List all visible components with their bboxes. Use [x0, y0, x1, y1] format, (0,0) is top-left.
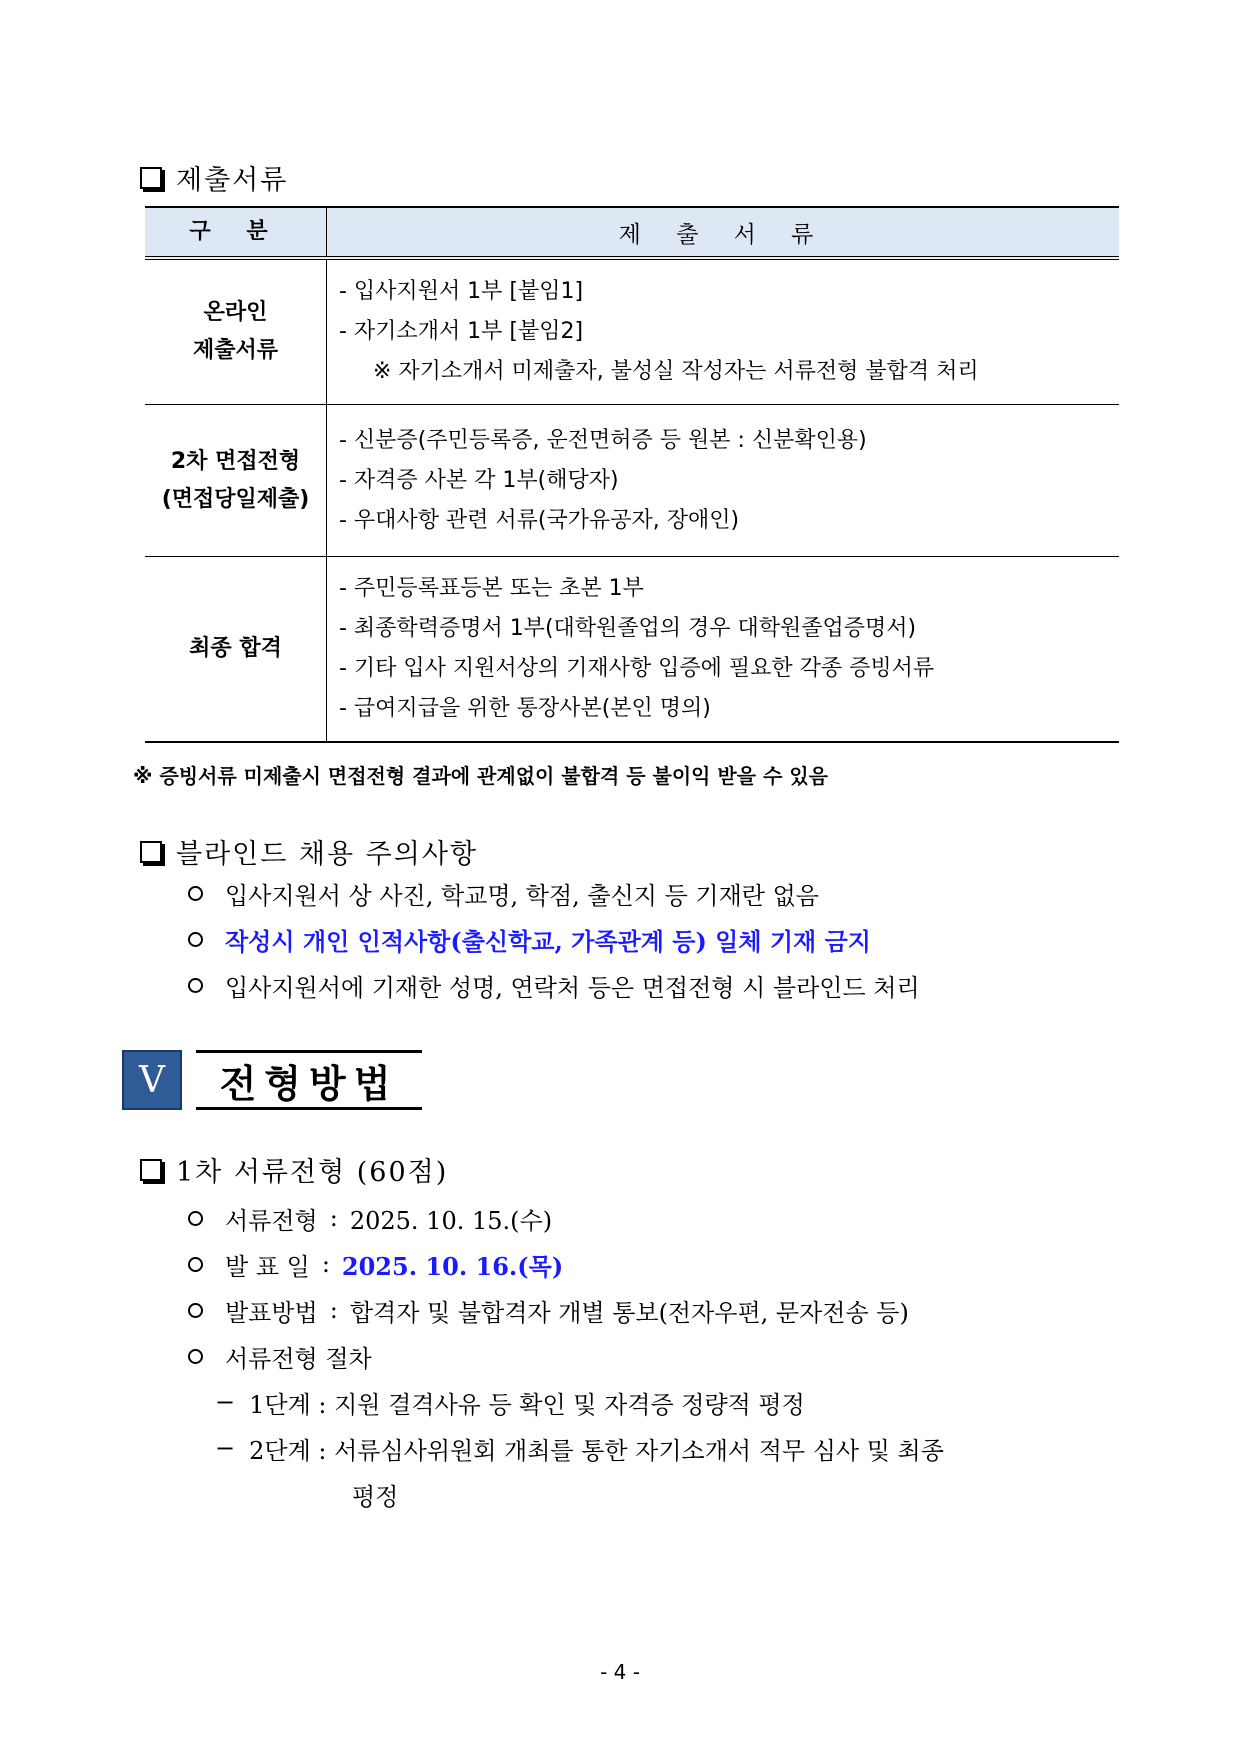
- circle-bullet-icon: [188, 1349, 203, 1364]
- table-header-row: [145, 207, 1119, 258]
- announce-label: 발 표 일: [225, 1252, 310, 1281]
- list-item: [188, 870, 920, 916]
- bullet-text: 입사지원서에 기재한 성명, 연락처 등은 면접전형 시 블라인드 처리: [225, 973, 920, 1002]
- section-title: 1차 서류전형 (60점): [176, 1157, 449, 1188]
- circle-bullet-icon: [188, 1211, 203, 1226]
- method-value: 합격자 및 불합격자 개별 통보(전자우편, 문자전송 등): [349, 1298, 909, 1327]
- table-row: [145, 557, 1119, 743]
- announce-value: 2025. 10. 16.(목): [341, 1251, 564, 1281]
- checkbox-square-icon: [140, 841, 162, 863]
- category-line: 최종 합격: [189, 636, 282, 661]
- section-heading-screening: [140, 1150, 448, 1189]
- header-documents: 제 출 서 류: [327, 207, 1120, 258]
- section-heading-blind: [140, 832, 478, 871]
- list-item: [188, 1195, 909, 1241]
- row-category: [145, 258, 327, 405]
- circle-bullet-icon: [188, 932, 203, 947]
- list-item: - 자기소개서 1부 [붙임2]: [339, 319, 584, 344]
- row-items: [327, 258, 1120, 405]
- category-line: 온라인: [203, 300, 268, 325]
- checkbox-square-icon: [140, 1159, 162, 1181]
- warning-note: ※ 증빙서류 미제출시 면접전형 결과에 관계없이 불합격 등 불이익 받을 수 있음: [133, 764, 828, 788]
- section-title: 제출서류: [176, 165, 289, 196]
- chapter-number-box: V: [122, 1050, 182, 1110]
- list-item: - 주민등록표등본 또는 초본 1부: [339, 576, 644, 601]
- row-note: ※ 자기소개서 미제출자, 불성실 작성자는 서류전형 불합격 처리: [373, 359, 979, 384]
- bullet-text-highlight: 작성시 개인 인적사항(출신학교, 가족관계 등) 일체 기재 금지: [225, 926, 871, 956]
- circle-bullet-icon: [188, 1257, 203, 1272]
- step-continuation: 평정: [352, 1482, 399, 1511]
- screening-details: [188, 1195, 909, 1379]
- list-item: [188, 962, 920, 1008]
- category-line: 2차 면접전형: [170, 448, 301, 474]
- method-label: 발표방법: [225, 1298, 318, 1327]
- list-item: - 기타 입사 지원서상의 기재사항 입증에 필요한 각종 증빙서류: [339, 656, 935, 681]
- dash-bullet: −: [215, 1434, 236, 1462]
- step-text: 1단계 : 지원 결격사유 등 확인 및 자격증 정량적 평정: [249, 1390, 805, 1419]
- category-line: (면접당일제출): [161, 486, 310, 512]
- list-item: [188, 1287, 909, 1333]
- list-item: [188, 916, 920, 962]
- schedule-value: 2025. 10. 15.(수): [349, 1206, 553, 1235]
- table-row: [145, 258, 1119, 405]
- page-number: - 4 -: [600, 1660, 640, 1684]
- row-items: [327, 557, 1120, 743]
- list-item: [188, 1241, 909, 1287]
- list-item: [188, 1333, 909, 1379]
- list-item: - 자격증 사본 각 1부(해당자): [339, 467, 619, 493]
- circle-bullet-icon: [188, 886, 203, 901]
- row-items: [327, 405, 1120, 557]
- procedure-steps: [215, 1379, 944, 1517]
- header-category: 구 분: [145, 207, 327, 258]
- list-item: - 우대사항 관련 서류(국가유공자, 장애인): [339, 507, 740, 533]
- schedule-label: 서류전형: [225, 1206, 318, 1235]
- list-item: [215, 1379, 944, 1425]
- list-item: - 최종학력증명서 1부(대학원졸업의 경우 대학원졸업증명서): [339, 616, 917, 641]
- step-text: 2단계 : 서류심사위원회 개최를 통한 자기소개서 적무 심사 및 최종: [249, 1436, 944, 1465]
- checkbox-square-icon: [140, 167, 162, 189]
- circle-bullet-icon: [188, 978, 203, 993]
- list-item: - 급여지급을 위한 통장사본(본인 명의): [339, 696, 711, 721]
- section-title: 블라인드 채용 주의사항: [176, 839, 478, 870]
- blind-bullets: [188, 870, 920, 1008]
- chapter-title: 전형방법: [196, 1050, 422, 1110]
- list-item: - 입사지원서 1부 [붙임1]: [339, 279, 584, 304]
- row-category: [145, 405, 327, 557]
- row-category: [145, 557, 327, 743]
- table-row: [145, 405, 1119, 557]
- colon-separator: :: [321, 1250, 330, 1278]
- section-heading-documents: [140, 158, 288, 197]
- circle-bullet-icon: [188, 1303, 203, 1318]
- colon-separator: :: [329, 1204, 338, 1232]
- bullet-text: 입사지원서 상 사진, 학교명, 학점, 출신지 등 기재란 없음: [225, 881, 819, 910]
- list-item: - 신분증(주민등록증, 운전면허증 등 원본 : 신분확인용): [339, 427, 867, 453]
- documents-table: [145, 206, 1119, 743]
- list-item: [215, 1425, 944, 1471]
- colon-separator: :: [329, 1296, 338, 1324]
- category-line: 제출서류: [192, 338, 278, 363]
- chapter-heading: [122, 1050, 422, 1110]
- dash-bullet: −: [215, 1388, 236, 1416]
- procedure-label: 서류전형 절차: [225, 1344, 372, 1373]
